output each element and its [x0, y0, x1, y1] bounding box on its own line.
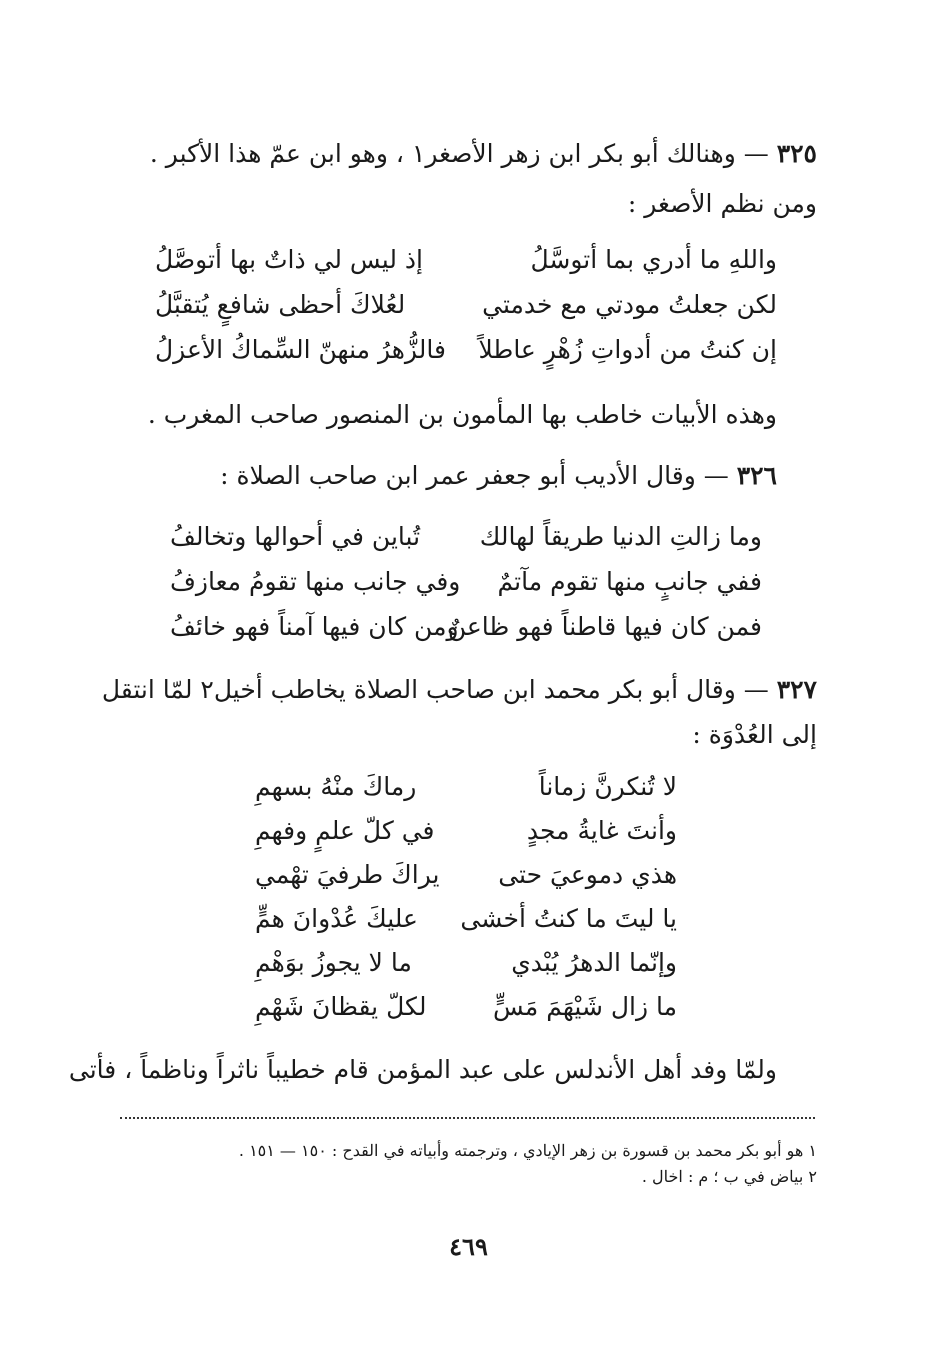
- entry-325-line-2: ومن نظم الأصغر :: [627, 189, 817, 218]
- poem-327-verse-4-left: عليكَ عُدْوانَ همٍّ: [255, 904, 418, 933]
- entry-327-line-2: إلى العُدْوَة :: [692, 720, 817, 749]
- entry-326-line-1: [220, 459, 777, 493]
- poem-326-verse-1-left: تُباين في أحوالها وتخالفُ: [170, 522, 421, 551]
- poem-327-verse-6-left: لكلّ يقظانَ شَهْمِ: [255, 992, 427, 1021]
- poem-326-verse-2-right: ففي جانبٍ منها تقوم مآتمٌ: [497, 567, 762, 596]
- poem-326-verse-1-right: وما زالتِ الدنيا طريقاً لهالك: [479, 522, 762, 551]
- poem-326-verse-3-left: ومن كان فيها آمناً فهو خائفُ: [170, 612, 459, 641]
- poem-327-verse-5-left: ما لا يجوزُ بوَهْمِ: [255, 948, 412, 977]
- entry-327-text: — وقال أبو بكر محمد ابن صاحب الصلاة يخاطب أخيل٢ لمّا انتقل: [101, 675, 769, 704]
- entry-326-number: ٣٢٦: [736, 461, 777, 490]
- poem-325-verse-1-right: واللهِ ما أدري بما أتوسَّلُ: [530, 245, 777, 274]
- entry-325-note: وهذه الأبيات خاطب بها المأمون بن المنصور صاحب المغرب .: [147, 400, 777, 429]
- entry-325-text: — وهنالك أبو بكر ابن زهر الأصغر١ ، وهو ابن عمّ هذا الأكبر .: [149, 139, 769, 168]
- footnote-2: ٢ بياض في ب ؛ م : اخال .: [641, 1167, 817, 1186]
- poem-325-verse-3-right: إن كنتُ من أدواتِ زُهْرٍ عاطلاً: [478, 335, 777, 364]
- footnote-1: ١ هو أبو بكر محمد بن قسورة بن زهر الإيادي ، وترجمته وأبياته في القدح : ١٥٠ — ١٥١ .: [238, 1141, 817, 1160]
- poem-327-verse-2-right: وأنتَ غايةُ مجدٍ: [526, 816, 677, 845]
- poem-327-verse-5-right: وإنّما الدهرُ يُبْدي: [511, 948, 677, 977]
- poem-327-verse-3-left: يراكَ طرفيَ تهْمي: [255, 860, 440, 889]
- poem-327-verse-1-left: رماكَ منْهُ بسهمِ: [255, 772, 417, 801]
- poem-327-verse-4-right: يا ليتَ ما كنتُ أخشى: [460, 904, 677, 933]
- poem-327-verse-3-right: هذي دموعيَ حتى: [498, 860, 677, 889]
- entry-325-line-1: [110, 137, 817, 171]
- page-number: ٤٦٩: [449, 1232, 488, 1261]
- closing-line: ولمّا وفد أهل الأندلس على عبد المؤمن قام خطيباً ناثراً وناظماً ، فأتى: [68, 1055, 777, 1084]
- footnote-separator: [120, 1117, 815, 1119]
- poem-325-verse-2-right: لكن جعلتُ مودتي مع خدمتي: [482, 290, 777, 319]
- entry-327-line-1: [101, 673, 817, 707]
- poem-327-verse-1-right: لا تُنكرنَّ زماناً: [538, 772, 677, 801]
- poem-327-verse-2-left: في كلّ علمٍ وفهمِ: [255, 816, 435, 845]
- poem-327-verse-6-right: ما زال شَيْهَمَ مَسٍّ: [493, 992, 677, 1021]
- entry-327-number: ٣٢٧: [776, 675, 817, 704]
- poem-325-verse-3-left: فالزُّهرُ منهنّ السِّماكُ الأعزلُ: [155, 335, 446, 364]
- poem-325-verse-1-left: إذ ليس لي ذاتٌ بها أتوصَّلُ: [155, 245, 423, 274]
- poem-325-verse-2-left: لعُلاكَ أحظى شافعٍ يُتقبَّلُ: [155, 290, 406, 319]
- poem-326-verse-3-right: فمن كان فيها قاطناً فهو ظاعنٌ: [447, 612, 762, 641]
- entry-325-number: ٣٢٥: [776, 139, 817, 168]
- poem-326-verse-2-left: وفي جانب منها تقومُ معازفُ: [170, 567, 461, 596]
- entry-326-text: — وقال الأديب أبو جعفر عمر ابن صاحب الصلاة :: [220, 461, 729, 490]
